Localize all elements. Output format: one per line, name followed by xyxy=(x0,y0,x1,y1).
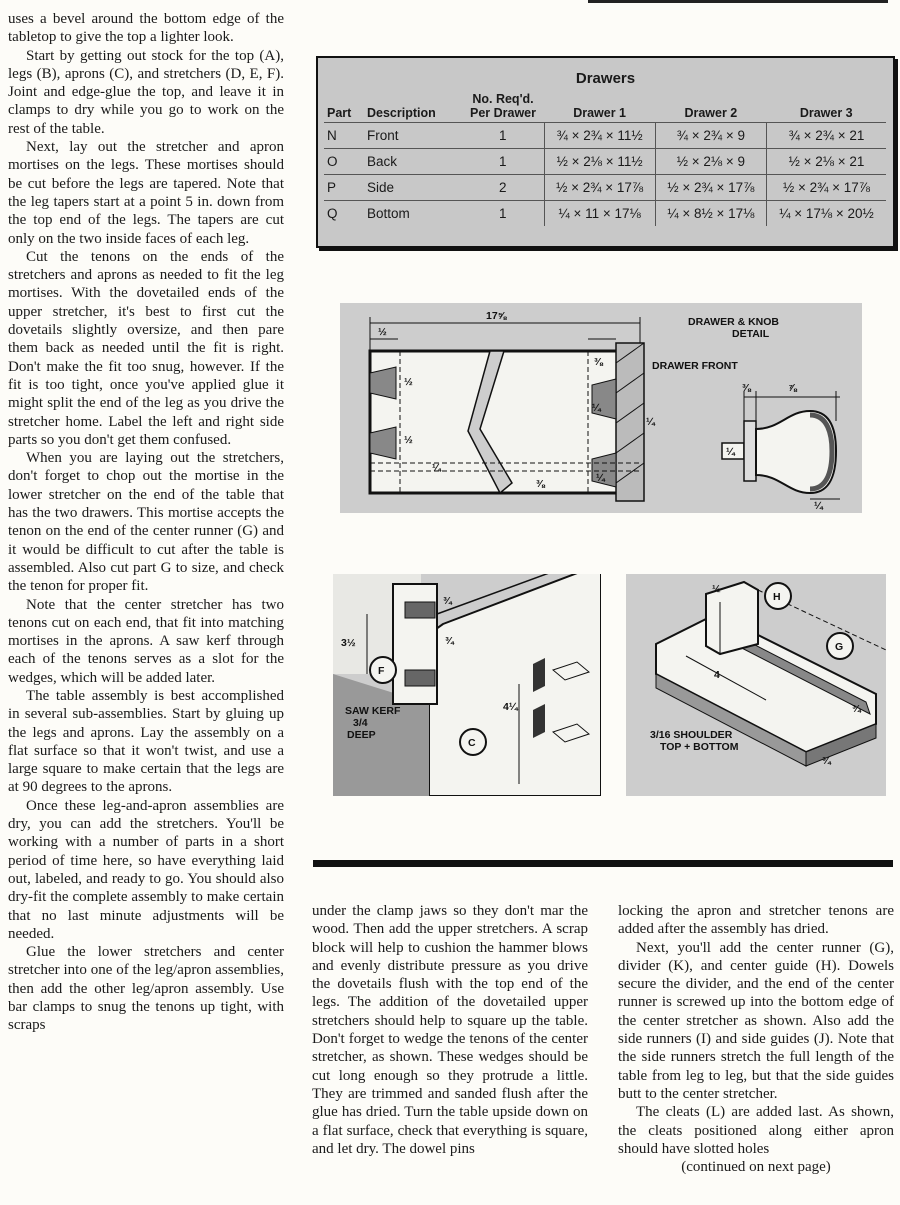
header-quantity: No. Req'd. Per Drawer xyxy=(469,92,536,120)
saw-kerf-label: SAW KERF xyxy=(345,705,401,717)
shoulder-label: 3/16 SHOULDER xyxy=(650,729,733,741)
dimension-label: ¾ xyxy=(445,635,454,647)
header-drawer-3: Drawer 3 xyxy=(799,106,853,120)
dimension-label: ½ xyxy=(404,376,413,388)
saw-kerf-label: DEEP xyxy=(347,729,376,741)
table-row xyxy=(324,149,886,175)
cell-description: Front xyxy=(364,123,462,149)
part-label-h: H xyxy=(773,591,781,603)
cell-quantity: 2 xyxy=(462,175,544,201)
cell-drawer-3: ½ × 2⅛ × 21 xyxy=(766,149,886,175)
dimension-label: ¾ xyxy=(443,595,452,607)
dimension-label: ¼ xyxy=(432,462,441,474)
dimension-label: ⅞ xyxy=(788,382,797,394)
dimension-label: ⅜ xyxy=(594,356,603,368)
cell-drawer-1: ½ × 2¾ × 17⅞ xyxy=(544,175,655,201)
paragraph: Note that the center stretcher has two tenons cut on each end, that fit into matching mortises in the aprons. A saw kerf through each of the tenons serves as a slot for the wedges, which will be added later. xyxy=(8,596,284,686)
table-row xyxy=(324,201,886,227)
drawers-table xyxy=(324,90,886,226)
paragraph: Next, lay out the stretcher and apron mortises on the legs. These mortises should be cut before the legs are tapered. Note that the leg tapers start at a point 5 in. down from the top end of the legs. The tapers are cut only on the two inside faces of each leg. xyxy=(8,139,284,247)
part-label-f: F xyxy=(378,665,385,677)
dimension-label: ¼ xyxy=(592,402,601,414)
stretcher-joint-figure xyxy=(333,574,601,796)
top-rule xyxy=(588,0,888,3)
paragraph: Start by getting out stock for the top (A), legs (B), aprons (C), and stretchers (D, E, F). Joint and edge-glue the top, and leave it in clamps to dry while you go to work on the rest of the table. xyxy=(8,47,284,137)
runner-joint-drawing xyxy=(626,574,886,796)
cell-description: Back xyxy=(364,149,462,175)
shoulder-label: TOP + BOTTOM xyxy=(660,741,739,753)
paragraph: The table assembly is best accomplished in several sub-assemblies. Start by gluing up the legs and aprons. Lay the assembly on a flat surface so that it won't twist, and use a large square to make certain that the legs are at 90 degrees to the aprons. xyxy=(8,687,284,796)
cell-description: Bottom xyxy=(364,201,462,227)
drawers-table-title: Drawers xyxy=(575,70,636,87)
paragraph: When you are laying out the stretchers, don't forget to chop out the mortise in the lower stretcher on the end of the table that has the two drawers. This mortise accepts the tenon on the end of the center runner (G) and it would be difficult to cut after the table is assembled. Also cut part G to size, and check the tenon for proper fit. xyxy=(8,450,284,595)
cell-drawer-2: ½ × 2⅛ × 9 xyxy=(655,149,766,175)
header-drawer-2: Drawer 2 xyxy=(684,106,738,120)
paragraph: Next, you'll add the center runner (G), divider (K), and center guide (H). Dowels secure the divider, and the end of the center runner is screwed up into the bottom edge of the center stretcher as shown. Also add the side runners (I) and side guides (J). Note that the side runners stretch the full length of the table from leg to leg, but that the side guides butt to the center stretcher. xyxy=(618,939,894,1102)
cell-drawer-3: ¼ × 17⅛ × 20½ xyxy=(766,201,886,227)
header-description: Description xyxy=(367,106,436,120)
dimension-label: ⅜ xyxy=(742,382,751,394)
cell-drawer-2: ¼ × 8½ × 17⅛ xyxy=(655,201,766,227)
table-row xyxy=(324,175,886,201)
dimension-label: 17⅝ xyxy=(486,310,507,322)
cell-drawer-2: ¾ × 2¾ × 9 xyxy=(655,123,766,149)
stretcher-joint-drawing xyxy=(333,574,601,796)
dimension-label: 4 xyxy=(714,669,720,681)
drawer-front-label: DRAWER FRONT xyxy=(652,360,738,372)
dimension-label: ¼ xyxy=(814,500,823,512)
header-part: Part xyxy=(327,106,352,120)
dimension-label: ¼ xyxy=(646,416,655,428)
paragraph: uses a bevel around the bottom edge of the tabletop to give the top a lighter look. xyxy=(8,11,284,46)
dimension-label: 3½ xyxy=(341,637,356,649)
part-label-c: C xyxy=(468,737,476,749)
runner-joint-figure xyxy=(626,574,886,796)
cell-part: N xyxy=(324,123,364,149)
cell-description: Side xyxy=(364,175,462,201)
continued-note: (continued on next page) xyxy=(681,1159,831,1176)
cell-drawer-1: ¼ × 11 × 17⅛ xyxy=(544,201,655,227)
cell-part: O xyxy=(324,149,364,175)
drawer-knob-detail-figure xyxy=(340,303,862,513)
cell-drawer-1: ¾ × 2¾ × 11½ xyxy=(544,123,655,149)
dimension-label: 4¼ xyxy=(503,701,518,713)
paragraph: under the clamp jaws so they don't mar the wood. Then add the upper stretchers. A scrap block will help to cushion the hammer blows and evenly distribute pressure as you drive the dovetails flush with the top end of the legs. The addition of the dovetailed upper stretchers should help to square up the table. Don't forget to wedge the tenons of the center stretcher, as shown. These wedges should be cut long enough so they protrude a little. They are trimmed and sanded flush after the glue has dried. Turn the table upside down on a flat surface, check that everything is square, and let dry. The dowel pins xyxy=(312,903,588,1157)
cell-drawer-3: ¾ × 2¾ × 21 xyxy=(766,123,886,149)
cell-drawer-1: ½ × 2⅛ × 11½ xyxy=(544,149,655,175)
dimension-label: ¼ xyxy=(596,472,605,484)
header-drawer-1: Drawer 1 xyxy=(573,106,627,120)
left-column xyxy=(8,10,284,1035)
table-row xyxy=(324,123,886,149)
dimension-label: ½ xyxy=(404,434,413,446)
part-label-g: G xyxy=(835,641,844,653)
drawer-detail-drawing xyxy=(340,303,862,513)
dimension-label: ¼ xyxy=(726,446,735,458)
dimension-label: ⅜ xyxy=(536,478,545,490)
dimension-label: ¾ xyxy=(822,755,831,767)
right-column xyxy=(618,902,894,1176)
cell-quantity: 1 xyxy=(462,149,544,175)
cell-part: P xyxy=(324,175,364,201)
dimension-label: ¾ xyxy=(852,703,861,715)
paragraph: locking the apron and stretcher tenons are added after the assembly has dried. xyxy=(618,903,894,938)
saw-kerf-depth: 3/4 xyxy=(353,717,368,729)
cell-quantity: 1 xyxy=(462,201,544,227)
paragraph: Once these leg-and-apron assemblies are dry, you can add the stretchers. You'll be working with a number of parts in a short period of time here, so have everything laid out, labeled, and ready to go. You should also dry-fit the complete assembly to make certain that no last minute adjustments will be needed. xyxy=(8,797,284,942)
section-divider xyxy=(313,860,893,867)
cell-drawer-2: ½ × 2¾ × 17⅞ xyxy=(655,175,766,201)
paragraph: The cleats (L) are added last. As shown, the cleats positioned along either apron should have slotted holes xyxy=(618,1104,894,1157)
table-header-row xyxy=(324,90,886,123)
drawer-detail-subtitle: DETAIL xyxy=(732,328,770,340)
cell-quantity: 1 xyxy=(462,123,544,149)
drawer-detail-title: DRAWER & KNOB xyxy=(688,316,779,328)
paragraph: Cut the tenons on the ends of the stretchers and aprons as needed to fit the leg mortises. With the dovetailed ends of the upper stretcher, it's best to first cut the dovetails slightly oversize, and then pare them back as needed until the fit is right. Don't make the fit too snug, however. If the fit is too tight, once you've applied glue it might split the end of the leg as you drive the stretcher home. Label the left and right side parts so you don't get them confused. xyxy=(8,248,284,448)
dimension-label: ½ xyxy=(378,326,387,338)
middle-column xyxy=(312,902,588,1158)
dimension-label: ½ xyxy=(712,583,721,595)
cell-part: Q xyxy=(324,201,364,227)
cell-drawer-3: ½ × 2¾ × 17⅞ xyxy=(766,175,886,201)
drawers-table-box xyxy=(316,56,895,248)
paragraph: Glue the lower stretchers and center stretcher into one of the leg/apron assemblies, then add the other leg/apron assembly. Use bar clamps to snug the tenons up tight, with scraps xyxy=(8,944,284,1034)
